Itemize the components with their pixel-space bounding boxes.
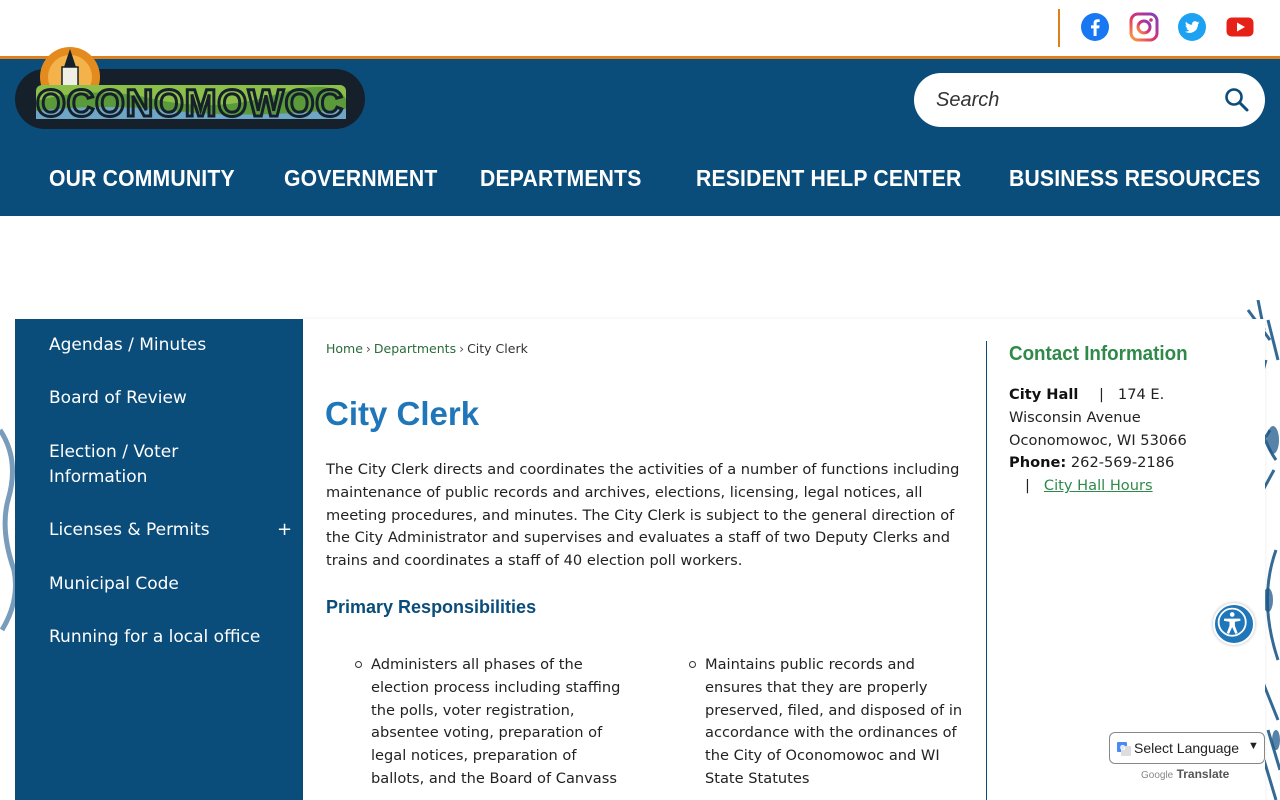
page-title: City Clerk	[325, 395, 480, 432]
responsibilities-heading: Primary Responsibilities	[326, 597, 537, 617]
logo-text: OCONOMOWOC	[36, 83, 344, 125]
breadcrumb-separator: ›	[365, 341, 371, 356]
phone-number: 262-569-2186	[1070, 454, 1175, 472]
nav-our-community[interactable]: OUR COMMUNITY	[49, 165, 235, 191]
main-content	[303, 319, 1265, 800]
sidebar	[15, 319, 303, 800]
nav-departments[interactable]: DEPARTMENTS	[480, 165, 642, 191]
decorative-swirl	[0, 420, 16, 640]
main-navigation	[0, 159, 1280, 199]
separator: |	[1025, 477, 1030, 495]
address-line2: Oconomowoc, WI 53066	[1009, 431, 1187, 449]
city-logo[interactable]	[14, 39, 366, 131]
facebook-icon[interactable]	[1080, 12, 1110, 42]
select-language-label: Select Language	[1134, 740, 1240, 756]
sidebar-item-agendas-minutes[interactable]: Agendas / Minutes	[49, 335, 207, 355]
youtube-icon[interactable]	[1225, 12, 1255, 42]
breadcrumb-current: City Clerk	[467, 341, 528, 356]
contact-details	[1009, 384, 1239, 498]
site-header	[0, 56, 1280, 216]
nav-resident-help-center[interactable]: RESIDENT HELP CENTER	[696, 165, 962, 191]
phone-label: Phone:	[1009, 454, 1067, 472]
list-item	[371, 654, 633, 791]
expand-plus-icon[interactable]: +	[277, 519, 293, 540]
search-input[interactable]	[936, 81, 1216, 119]
intro-paragraph: The City Clerk directs and coordinates the activities of a number of functions including maintenance of public records and archives, elections, licensing, legal notices, all meeting procedures, and minutes. The City Clerk is subject to the general direction of the City Administrator and supervises and evaluates a staff of two Deputy Clerks and trains and coordinates a staff of 40 election poll workers.	[326, 461, 960, 570]
separator: |	[1099, 386, 1104, 403]
instagram-icon[interactable]	[1129, 12, 1159, 42]
sidebar-item-election-voter-information[interactable]	[49, 440, 178, 490]
city-hall-hours-link[interactable]: City Hall Hours	[1043, 477, 1153, 495]
nav-business-resources[interactable]: BUSINESS RESOURCES	[1009, 165, 1261, 191]
sidebar-item-licenses-permits[interactable]: Licenses & Permits	[49, 520, 210, 540]
chevron-down-icon: ▼	[1248, 740, 1259, 752]
social-divider	[1058, 9, 1060, 47]
twitter-icon[interactable]	[1177, 12, 1207, 42]
search-box	[914, 73, 1265, 127]
search-icon[interactable]	[1224, 87, 1250, 113]
accessibility-button[interactable]	[1213, 603, 1255, 645]
bullet-icon	[355, 661, 362, 668]
language-select[interactable]	[1109, 732, 1265, 764]
google-label: Google	[1141, 770, 1174, 781]
breadcrumb-home[interactable]: Home	[326, 341, 363, 356]
sidebar-item-municipal-code[interactable]: Municipal Code	[49, 574, 179, 594]
breadcrumb	[326, 341, 528, 356]
breadcrumb-departments[interactable]: Departments	[373, 341, 457, 356]
column-divider	[986, 341, 987, 800]
city-hall-label: City Hall	[1009, 386, 1079, 403]
bullet-icon	[689, 661, 696, 668]
address-line1: 174 E. Wisconsin Avenue	[1009, 386, 1165, 426]
list-item	[705, 654, 963, 791]
sidebar-item-label: Election / Voter	[49, 442, 179, 462]
powered-by-google	[1141, 767, 1229, 781]
contact-title: Contact Information	[1009, 343, 1188, 365]
breadcrumb-separator: ›	[459, 341, 465, 356]
translate-label: Translate	[1176, 767, 1230, 781]
sidebar-item-board-of-review[interactable]: Board of Review	[49, 388, 187, 408]
contact-information	[1009, 343, 1239, 498]
responsibility-text: Maintains public records and ensures that they are properly preserved, filed, and disposed of in accordance with the ordinances of the City of Oconomowoc and WI State Statutes	[705, 656, 963, 787]
sidebar-item-label-line2: Information	[49, 467, 148, 487]
responsibility-text: Administers all phases of the election process including staffing the polls, voter registration, absentee voting, preparation of legal notices, preparation of ballots, and the Board of Canvass	[371, 656, 621, 787]
nav-government[interactable]: GOVERNMENT	[284, 165, 438, 191]
svg-text:G: G	[1120, 745, 1126, 752]
accessibility-icon	[1215, 605, 1253, 643]
google-translate-icon	[1116, 741, 1132, 757]
sidebar-item-running-for-office[interactable]: Running for a local office	[49, 627, 261, 647]
